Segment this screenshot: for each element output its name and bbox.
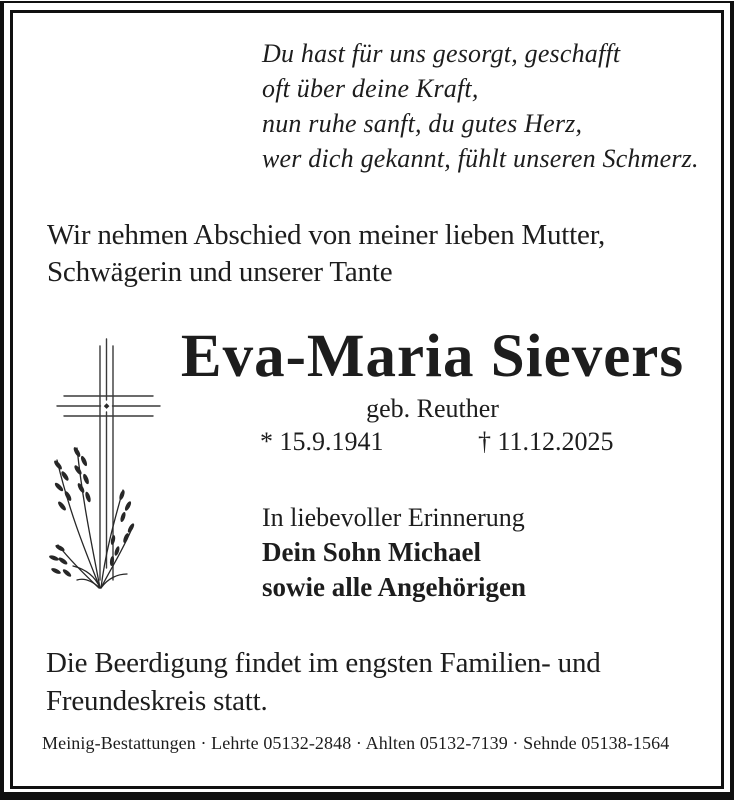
poem-line: wer dich gekannt, fühlt unseren Schmerz.	[262, 144, 699, 173]
birth-date: * 15.9.1941	[260, 427, 384, 456]
closing-block	[46, 644, 601, 720]
death-date: † 11.12.2025	[478, 427, 614, 456]
deceased-name: Eva-Maria Sievers	[180, 323, 685, 390]
intro-line: Wir nehmen Abschied von meiner lieben Mutter,	[47, 219, 606, 251]
cross-with-grass-icon	[25, 330, 175, 595]
maiden-name: geb. Reuther	[366, 394, 499, 423]
closing-line: Freundeskreis statt.	[46, 685, 268, 717]
poem-line: Du hast für uns gesorgt, geschafft	[262, 39, 621, 68]
life-dates	[160, 427, 705, 461]
poem-line: oft über deine Kraft,	[262, 74, 479, 103]
intro-block	[47, 217, 605, 291]
intro-line: Schwägerin und unserer Tante	[47, 256, 393, 288]
poem-line: nun ruhe sanft, du gutes Herz,	[262, 109, 583, 138]
poem-block	[262, 36, 699, 176]
memorial-line: In liebevoller Erinnerung	[262, 503, 525, 532]
closing-line: Die Beerdigung findet im engsten Familien- und	[46, 647, 601, 679]
mourner-line: sowie alle Angehörigen	[262, 572, 526, 602]
mourner-line: Dein Sohn Michael	[262, 537, 482, 567]
funeral-home-footer: Meinig-Bestattungen · Lehrte 05132-2848 · Ahlten 05132-7139 · Sehnde 05138-1564	[42, 733, 670, 753]
